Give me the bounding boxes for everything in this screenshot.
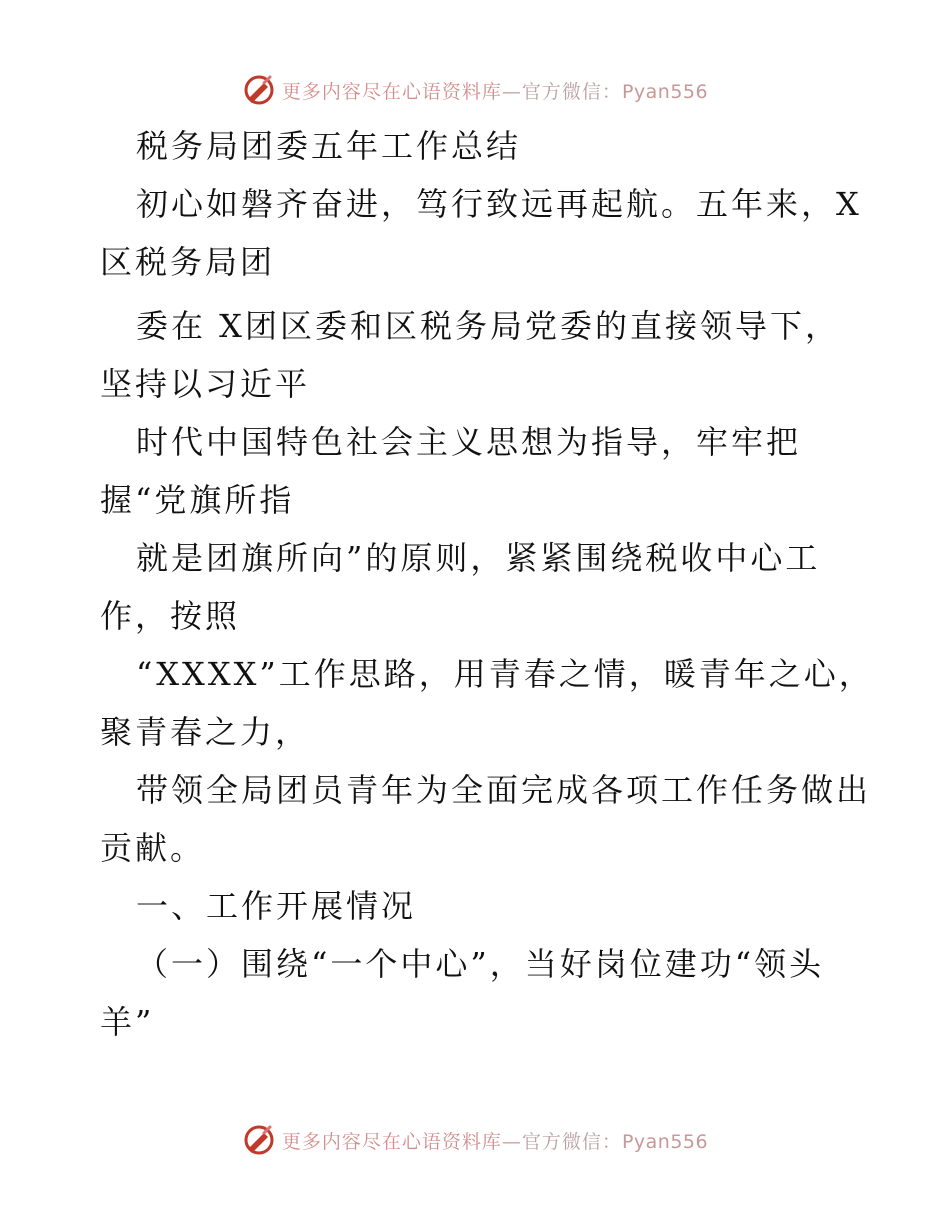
- watermark-separator: —: [501, 1130, 522, 1153]
- doc-line: 聚青春之力，: [100, 713, 311, 751]
- pen-logo-icon: [242, 73, 276, 107]
- watermark-brand: 更多内容尽在心语资料库: [281, 1130, 502, 1153]
- watermark-separator: —: [501, 80, 522, 103]
- doc-line: 区税务局团: [100, 243, 276, 281]
- watermark-id: Pyan556: [621, 80, 709, 103]
- doc-line: 带领全局团员青年为全面完成各项工作任务做出: [136, 771, 872, 809]
- header-watermark: [0, 70, 950, 110]
- doc-title: 税务局团委五年工作总结: [136, 127, 522, 165]
- doc-line: 羊”: [100, 1003, 155, 1041]
- watermark-id: Pyan556: [621, 1130, 709, 1153]
- watermark-label: 官方微信：: [521, 1130, 622, 1153]
- doc-line: 作，按照: [100, 597, 241, 635]
- doc-line: 初心如磐齐奋进，笃行致远再起航。五年来，X: [136, 185, 862, 223]
- watermark-text: [282, 77, 708, 104]
- doc-line: 就是团旗所向”的原则，紧紧围绕税收中心工: [136, 539, 821, 577]
- subsection-heading: （一）围绕“一个中心”，当好岗位建功“领头: [136, 945, 825, 983]
- doc-line: 握“党旗所指: [100, 481, 295, 519]
- doc-line: 委在 X团区委和区税务局党委的直接领导下，: [136, 307, 840, 345]
- doc-line: 贡献。: [100, 829, 206, 867]
- section-heading: 一、工作开展情况: [136, 887, 417, 925]
- doc-line: 时代中国特色社会主义思想为指导，牢牢把: [136, 423, 802, 461]
- watermark-text: [282, 1127, 708, 1154]
- watermark-brand: 更多内容尽在心语资料库: [281, 80, 502, 103]
- watermark-label: 官方微信：: [521, 80, 622, 103]
- doc-line: “XXXX”工作思路，用青春之情，暖青年之心，: [136, 655, 874, 693]
- pen-logo-icon: [242, 1123, 276, 1157]
- doc-line: 坚持以习近平: [100, 365, 311, 403]
- footer-watermark: [0, 1120, 950, 1160]
